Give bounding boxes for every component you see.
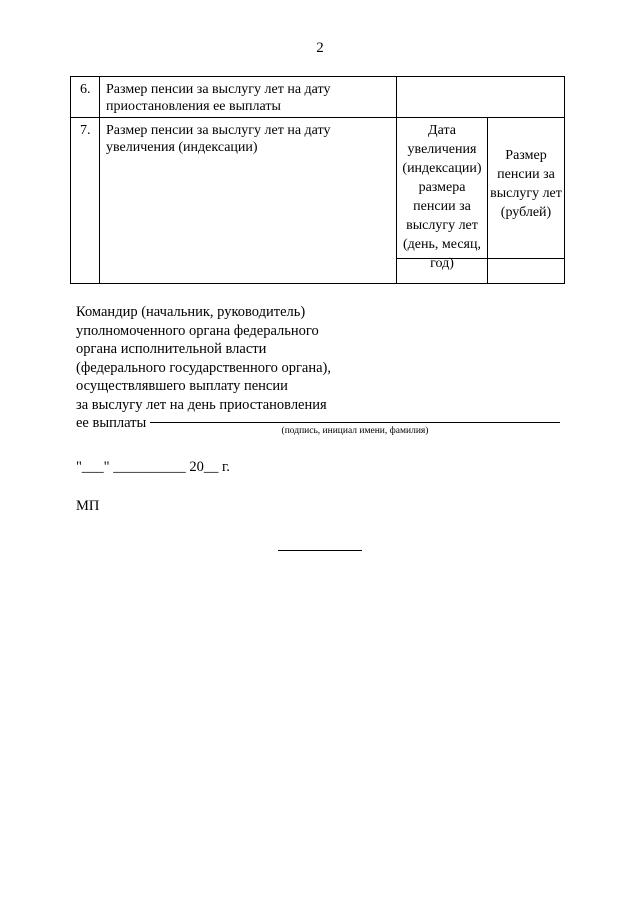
signatory-line: за выслугу лет на день приостановления	[76, 396, 327, 413]
amount-subheader: Размер пенсии за выслугу лет (рублей)	[490, 148, 562, 220]
signatory-line: осуществлявшего выплату пенсии	[76, 378, 288, 394]
date-value-cell	[397, 259, 487, 283]
signatory-line: уполномоченного органа федерального	[76, 322, 319, 339]
row-number: 7.	[80, 123, 91, 138]
pension-table	[70, 76, 565, 284]
page-number: 2	[316, 40, 324, 56]
signatory-line: ее выплаты	[76, 415, 147, 431]
row-label: Размер пенсии за выслугу лет на дату приостановления ее выплаты	[106, 82, 331, 114]
signature-caption: (подпись, инициал имени, фамилия)	[281, 426, 429, 436]
table-divider	[99, 77, 100, 283]
signatory-line: (федерального государственного органа),	[76, 359, 331, 376]
row-number: 6.	[80, 82, 91, 97]
date-field[interactable]: "___" __________ 20__ г.	[76, 459, 230, 475]
signatory-line: Командир (начальник, руководитель)	[76, 304, 306, 320]
signatory-title	[76, 303, 376, 433]
date-subheader: Дата увеличения (индексации) размера пенсии за выслугу лет (день, месяц, год)	[402, 123, 482, 271]
signatory-line: органа исполнительной власти	[76, 341, 267, 357]
stamp-label: МП	[76, 498, 100, 514]
row-label: Размер пенсии за выслугу лет на дату увеличения (индексации)	[106, 123, 331, 155]
signature-field[interactable]	[150, 422, 560, 423]
end-divider	[278, 550, 362, 551]
table-divider	[71, 117, 564, 118]
amount-value-cell	[488, 259, 564, 283]
